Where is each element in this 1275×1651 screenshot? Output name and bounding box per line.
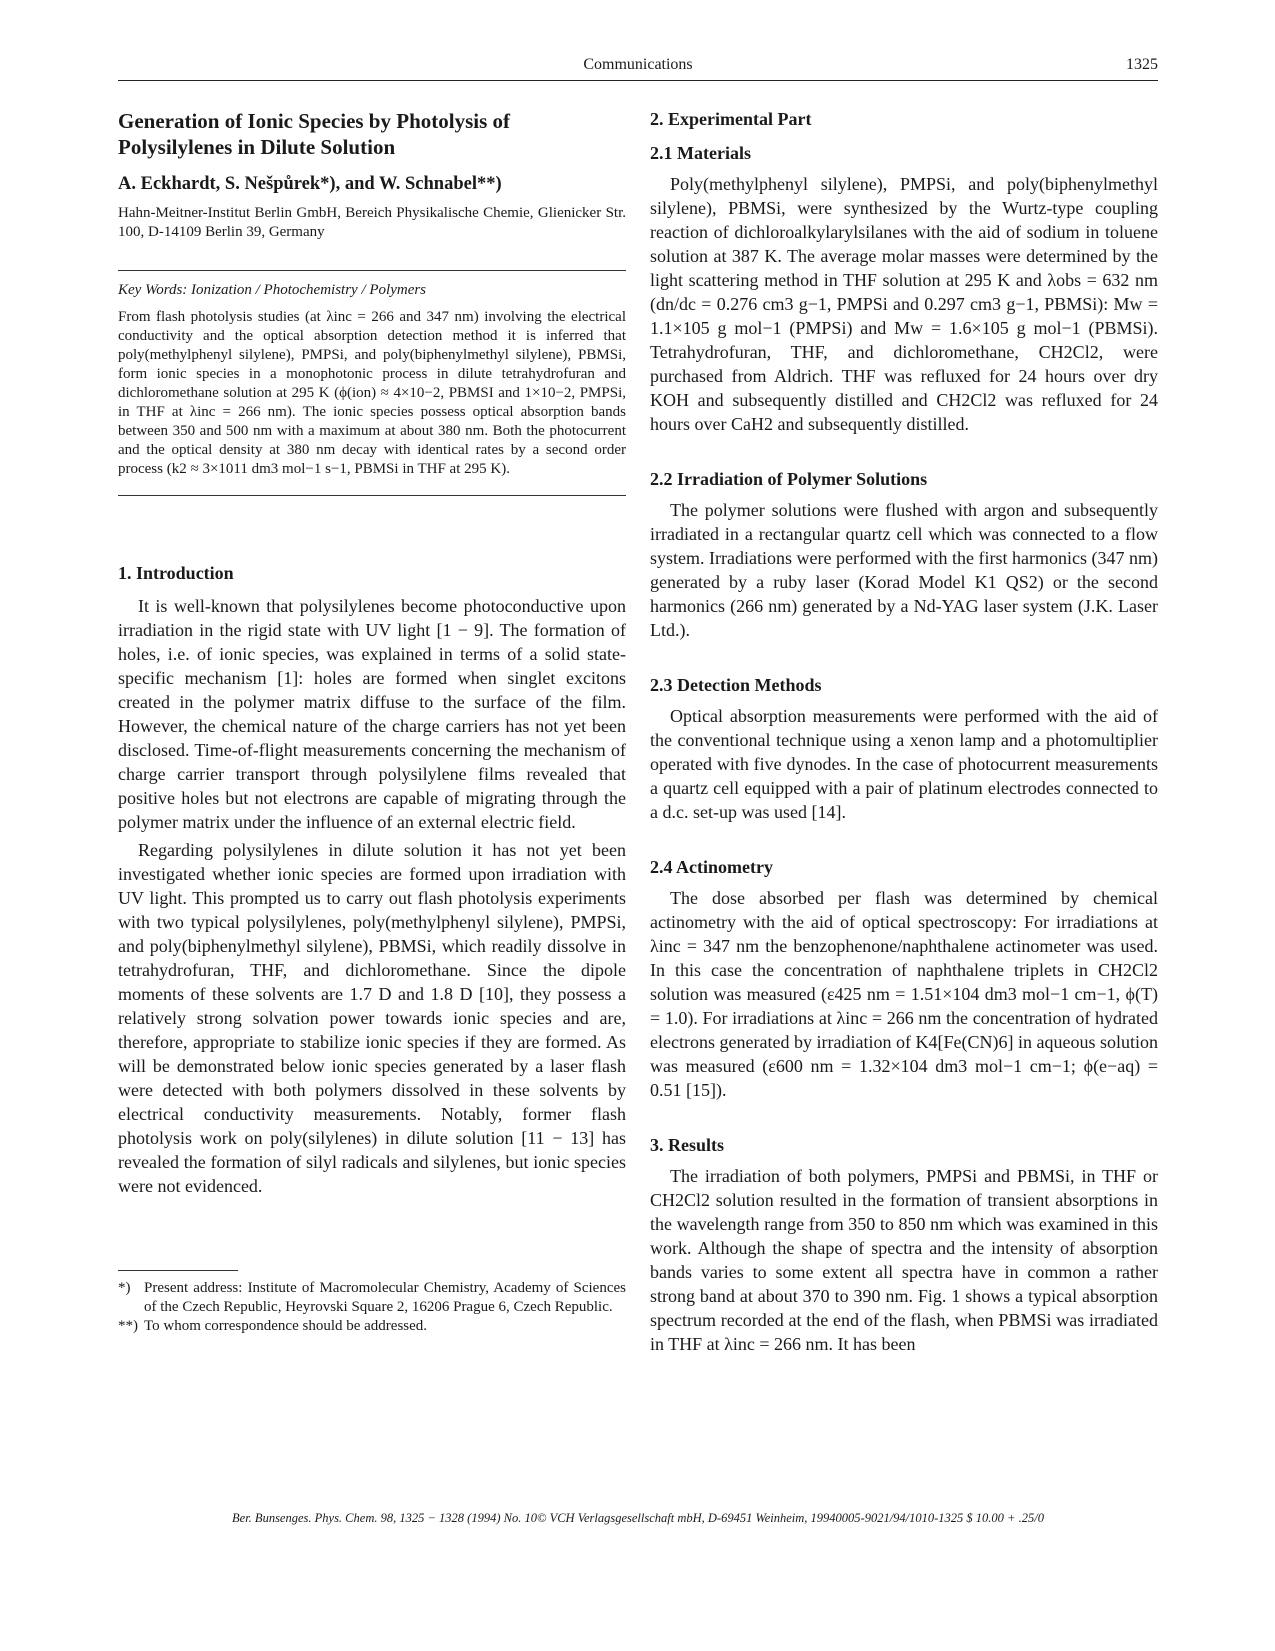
subsection-heading-actinometry: 2.4 Actinometry bbox=[650, 857, 773, 877]
abstract: From flash photolysis studies (at λinc = 266 and 347 nm) involving the electrical conductivity and the optical absorption detection method it is inferred that poly(methylphenyl silylene), PMPSi, and poly(biphenylmethyl silylene), PBMSi, form ionic species in a monophotonic process in dilute tetrahydrofuran and dichloromethane solution at 295 K (ϕ(ion) ≈ 4×10−2, PBMSI and 1×10−2, PMPSi, in THF at λinc = 266 nm). The ionic species possess optical absorption bands between 350 and 500 nm with a maximum at about 380 nm. Both the photocurrent and the optical density at 380 nm decay with identical rates by a second order process (k2 ≈ 3×1011 dm3 mol−1 s−1, PBMSi in THF at 295 K). bbox=[118, 309, 626, 477]
right-column bbox=[650, 108, 1158, 1356]
running-title: Communications bbox=[583, 56, 693, 73]
section-heading-experimental: 2. Experimental Part bbox=[650, 109, 812, 129]
footnote-rule bbox=[118, 1270, 238, 1271]
footnote-mark: *) bbox=[118, 1280, 131, 1296]
citation-footer: Ber. Bunsenges. Phys. Chem. 98, 1325 − 1328 (1994) No. 10© VCH Verlagsgesellschaft mbH, D-69451 Weinheim, 19940005-9021/94/1010-1325 $ 10.00 + .25/0 bbox=[232, 1511, 1044, 1525]
results-paragraph: The irradiation of both polymers, PMPSi and PBMSi, in THF or CH2Cl2 solution resulted in the formation of transient absorptions in the wavelength range from 350 to 850 nm which was examined in this work. Although the shape of spectra and the intensity of absorption bands varies to some extent all spectra have in common a rather strong band at about 370 to 390 nm. Fig. 1 shows a typical absorption spectrum recorded at the end of the flash, when PBMSi was irradiated in THF at λinc = 266 nm. It has been bbox=[650, 1166, 1158, 1354]
footnote-mark: **) bbox=[118, 1318, 138, 1334]
article-title: Generation of Ionic Species by Photolysis of Polysilylenes in Dilute Solution bbox=[118, 109, 510, 159]
section-heading-results: 3. Results bbox=[650, 1135, 725, 1155]
footnote-text: Present address: Institute of Macromolecular Chemistry, Academy of Sciences of the Czech Republic, Heyrovski Square 2, 16206 Prague 6, Czech Republic. bbox=[144, 1280, 626, 1315]
introduction-paragraph-2: Regarding polysilylenes in dilute solution it has not yet been investigated whether ionic species are formed upon irradiation with UV light. This prompted us to carry out flash photolysis experiments with two typical polysilylenes, poly(methylphenyl silylene), PMPSi, and poly(biphenylmethyl silylene), PBMSi, which readily dissolve in tetrahydrofuran, THF, and dichloromethane. Since the dipole moments of these solvents are 1.7 D and 1.8 D [10], they possess a relatively strong solvation power towards ionic species and are, therefore, appropriate to stabilize ionic species if they are formed. As will be demonstrated below ionic species generated by a laser flash were detected with both polymers dissolved in these solvents by electrical conductivity measurements. Notably, former flash photolysis work on poly(silylenes) in dilute solution [11 − 13] has revealed the formation of silyl radicals and silylenes, but ionic species were not evidenced. bbox=[118, 840, 626, 1196]
abstract-top-rule bbox=[118, 270, 626, 271]
keywords: Key Words: Ionization / Photochemistry / Polymers bbox=[118, 282, 427, 298]
subsection-heading-materials: 2.1 Materials bbox=[650, 143, 751, 163]
materials-paragraph: Poly(methylphenyl silylene), PMPSi, and poly(biphenylmethyl silylene), PBMSi, were synthesized by the Wurtz-type coupling reaction of dichloroalkylarylsilanes with the aid of sodium in toluene solution at 387 K. The average molar masses were determined by the light scattering method in THF solution at 295 K and λobs = 632 nm (dn/dc = 0.276 cm3 g−1, PMPSi and 0.297 cm3 g−1, PBMSi): Mw = 1.1×105 g mol−1 (PMPSi) and Mw = 1.6×105 g mol−1 (PBMSi). Tetrahydrofuran, THF, and dichloromethane, CH2Cl2, were purchased from Aldrich. THF was refluxed for 24 hours over dry KOH and subsequently distilled and CH2Cl2 was refluxed for 24 hours over CaH2 and subsequently distilled. bbox=[650, 174, 1158, 434]
affiliation: Hahn-Meitner-Institut Berlin GmbH, Bereich Physikalische Chemie, Glienicker Str. 100, D-14109 Berlin 39, Germany bbox=[118, 205, 626, 240]
subsection-heading-detection: 2.3 Detection Methods bbox=[650, 675, 822, 695]
footnote-text: To whom correspondence should be addressed. bbox=[144, 1318, 428, 1334]
abstract-bottom-rule bbox=[118, 495, 626, 496]
header-rule bbox=[118, 80, 1158, 81]
footnote-1 bbox=[118, 1279, 626, 1317]
footnote-2 bbox=[118, 1317, 626, 1336]
article-authors: A. Eckhardt, S. Nešpůrek*), and W. Schnabel**) bbox=[118, 174, 502, 194]
detection-paragraph: Optical absorption measurements were performed with the aid of the conventional technique using a xenon lamp and a photomultiplier operated with five dynodes. In the case of photocurrent measurements a quartz cell equipped with a pair of platinum electrodes connected to a d.c. set-up was used [14]. bbox=[650, 706, 1158, 822]
running-header bbox=[118, 56, 1158, 80]
left-column bbox=[118, 108, 626, 1336]
irradiation-paragraph: The polymer solutions were flushed with argon and subsequently irradiated in a rectangular quartz cell which was connected to a flow system. Irradiations were performed with the first harmonics (347 nm) generated by a ruby laser (Korad Model K1 QS2) or the second harmonics (266 nm) generated by a Nd-YAG laser system (J.K. Laser Ltd.). bbox=[650, 500, 1158, 640]
actinometry-paragraph: The dose absorbed per flash was determined by chemical actinometry with the aid of optical spectroscopy: For irradiations at λinc = 347 nm the benzophenone/naphthalene actinometer was used. In this case the concentration of naphthalene triplets in CH2Cl2 solution was measured (ε425 nm = 1.51×104 dm3 mol−1 cm−1, ϕ(T) = 1.0). For irradiations at λinc = 266 nm the concentration of hydrated electrons generated by irradiation of K4[Fe(CN)6] in aqueous solution was measured (ε600 nm = 1.32×104 dm3 mol−1 cm−1; ϕ(e−aq) = 0.51 [15]). bbox=[650, 888, 1158, 1100]
page-number: 1325 bbox=[1126, 56, 1158, 73]
subsection-heading-irradiation: 2.2 Irradiation of Polymer Solutions bbox=[650, 469, 928, 489]
introduction-paragraph-1: It is well-known that polysilylenes become photoconductive upon irradiation in the rigid state with UV light [1 − 9]. The formation of holes, i.e. of ionic species, was explained in terms of a solid state-specific mechanism [1]: holes are formed when singlet excitons created in the polymer matrix diffuse to the surface of the film. However, the chemical nature of the charge carriers has not yet been disclosed. Time-of-flight measurements concerning the mechanism of charge carrier transport through polysilylene films revealed that positive holes but not electrons are capable of migrating through the polymer matrix under the influence of an external electric field. bbox=[118, 596, 626, 832]
section-heading-introduction: 1. Introduction bbox=[118, 563, 234, 583]
